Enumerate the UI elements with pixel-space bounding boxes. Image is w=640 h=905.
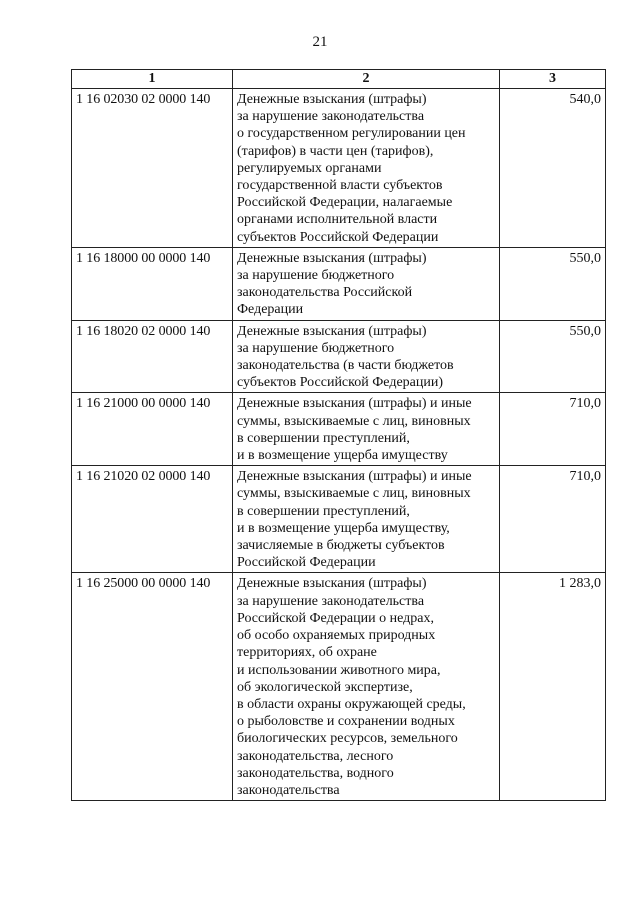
table-row (72, 89, 606, 248)
revenue-name-line: Денежные взыскания (штрафы) и иные (237, 396, 472, 412)
budget-code-cell: 1 16 18020 02 0000 140 (72, 320, 233, 393)
revenue-name-line: Денежные взыскания (штрафы) (237, 323, 427, 339)
revenue-name-line: и использовании животного мира, (237, 662, 441, 678)
budget-code-cell: 1 16 02030 02 0000 140 (72, 89, 233, 248)
budget-code-cell: 1 16 21000 00 0000 140 (72, 393, 233, 466)
table-row (72, 393, 606, 466)
revenue-name-line: Российской Федерации о недрах, (237, 610, 434, 626)
revenue-name-cell (233, 393, 500, 466)
amount-cell: 550,0 (500, 320, 606, 393)
amount-cell: 540,0 (500, 89, 606, 248)
table-header-row (72, 70, 606, 89)
revenue-name-line: за нарушение законодательства (237, 593, 425, 609)
revenue-name-line: законодательства Российской (237, 285, 413, 301)
table-body (72, 89, 606, 801)
revenue-name-line: суммы, взыскиваемые с лиц, виновных (237, 413, 471, 429)
revenue-name-cell (233, 573, 500, 801)
column-header-amount: 3 (500, 70, 606, 89)
revenue-name-line: и в возмещение ущерба имуществу (237, 448, 448, 464)
revenue-name-line: об особо охраняемых природных (237, 628, 436, 644)
revenue-name-line: Российской Федерации (237, 555, 376, 571)
table-row (72, 247, 606, 320)
revenue-name-cell (233, 247, 500, 320)
revenue-name-line: территориях, об охране (237, 645, 377, 661)
table-row (72, 466, 606, 573)
amount-cell: 550,0 (500, 247, 606, 320)
amount-cell: 1 283,0 (500, 573, 606, 801)
revenue-name-line: законодательства, водного (237, 765, 394, 781)
revenue-name-line: в совершении преступлений, (237, 430, 410, 446)
table-row (72, 320, 606, 393)
revenue-name-line: Денежные взыскания (штрафы) (237, 576, 427, 592)
revenue-name-line: за нарушение бюджетного (237, 268, 395, 284)
revenue-name-line: в совершении преступлений, (237, 503, 410, 519)
revenue-name-line: Денежные взыскания (штрафы) (237, 250, 427, 266)
budget-code-cell: 1 16 25000 00 0000 140 (72, 573, 233, 801)
revenue-name-line: зачисляемые в бюджеты субъектов (237, 538, 445, 554)
revenue-name-line: (тарифов) в части цен (тарифов), (237, 143, 434, 159)
revenue-name-line: законодательства (237, 782, 340, 798)
revenue-name-line: Денежные взыскания (штрафы) и иные (237, 469, 472, 485)
revenue-name-line: за нарушение бюджетного (237, 340, 395, 356)
column-header-name: 2 (233, 70, 500, 89)
revenue-name-cell (233, 89, 500, 248)
revenue-name-line: о государственном регулировании цен (237, 126, 466, 142)
revenue-name-line: Российской Федерации, налагаемые (237, 195, 453, 211)
revenue-name-line: Федерации (237, 302, 304, 318)
revenue-name-line: биологических ресурсов, земельного (237, 731, 458, 747)
revenue-name-line: о рыболовстве и сохранении водных (237, 714, 455, 730)
revenue-name-line: суммы, взыскиваемые с лиц, виновных (237, 486, 471, 502)
revenue-name-line: органами исполнительной власти (237, 212, 438, 228)
revenue-name-line: субъектов Российской Федерации) (237, 375, 444, 391)
page-number: 21 (312, 34, 328, 50)
revenue-name-line: и в возмещение ущерба имуществу, (237, 520, 450, 536)
revenue-name-line: за нарушение законодательства (237, 109, 425, 125)
revenue-name-line: государственной власти субъектов (237, 178, 443, 194)
revenue-name-cell (233, 320, 500, 393)
revenue-name-line: субъектов Российской Федерации (237, 229, 439, 245)
amount-cell: 710,0 (500, 393, 606, 466)
revenue-name-line: законодательства, лесного (237, 748, 394, 764)
revenue-name-line: законодательства (в части бюджетов (237, 358, 454, 374)
budget-code-cell: 1 16 18000 00 0000 140 (72, 247, 233, 320)
revenue-name-line: об экологической экспертизе, (237, 679, 413, 695)
revenue-name-line: регулируемых органами (237, 160, 382, 176)
table-row (72, 573, 606, 801)
budget-revenue-table (71, 69, 606, 801)
revenue-name-cell (233, 466, 500, 573)
revenue-name-line: в области охраны окружающей среды, (237, 696, 466, 712)
revenue-name-line: Денежные взыскания (штрафы) (237, 92, 427, 107)
budget-code-cell: 1 16 21020 02 0000 140 (72, 466, 233, 573)
column-header-code: 1 (72, 70, 233, 89)
amount-cell: 710,0 (500, 466, 606, 573)
